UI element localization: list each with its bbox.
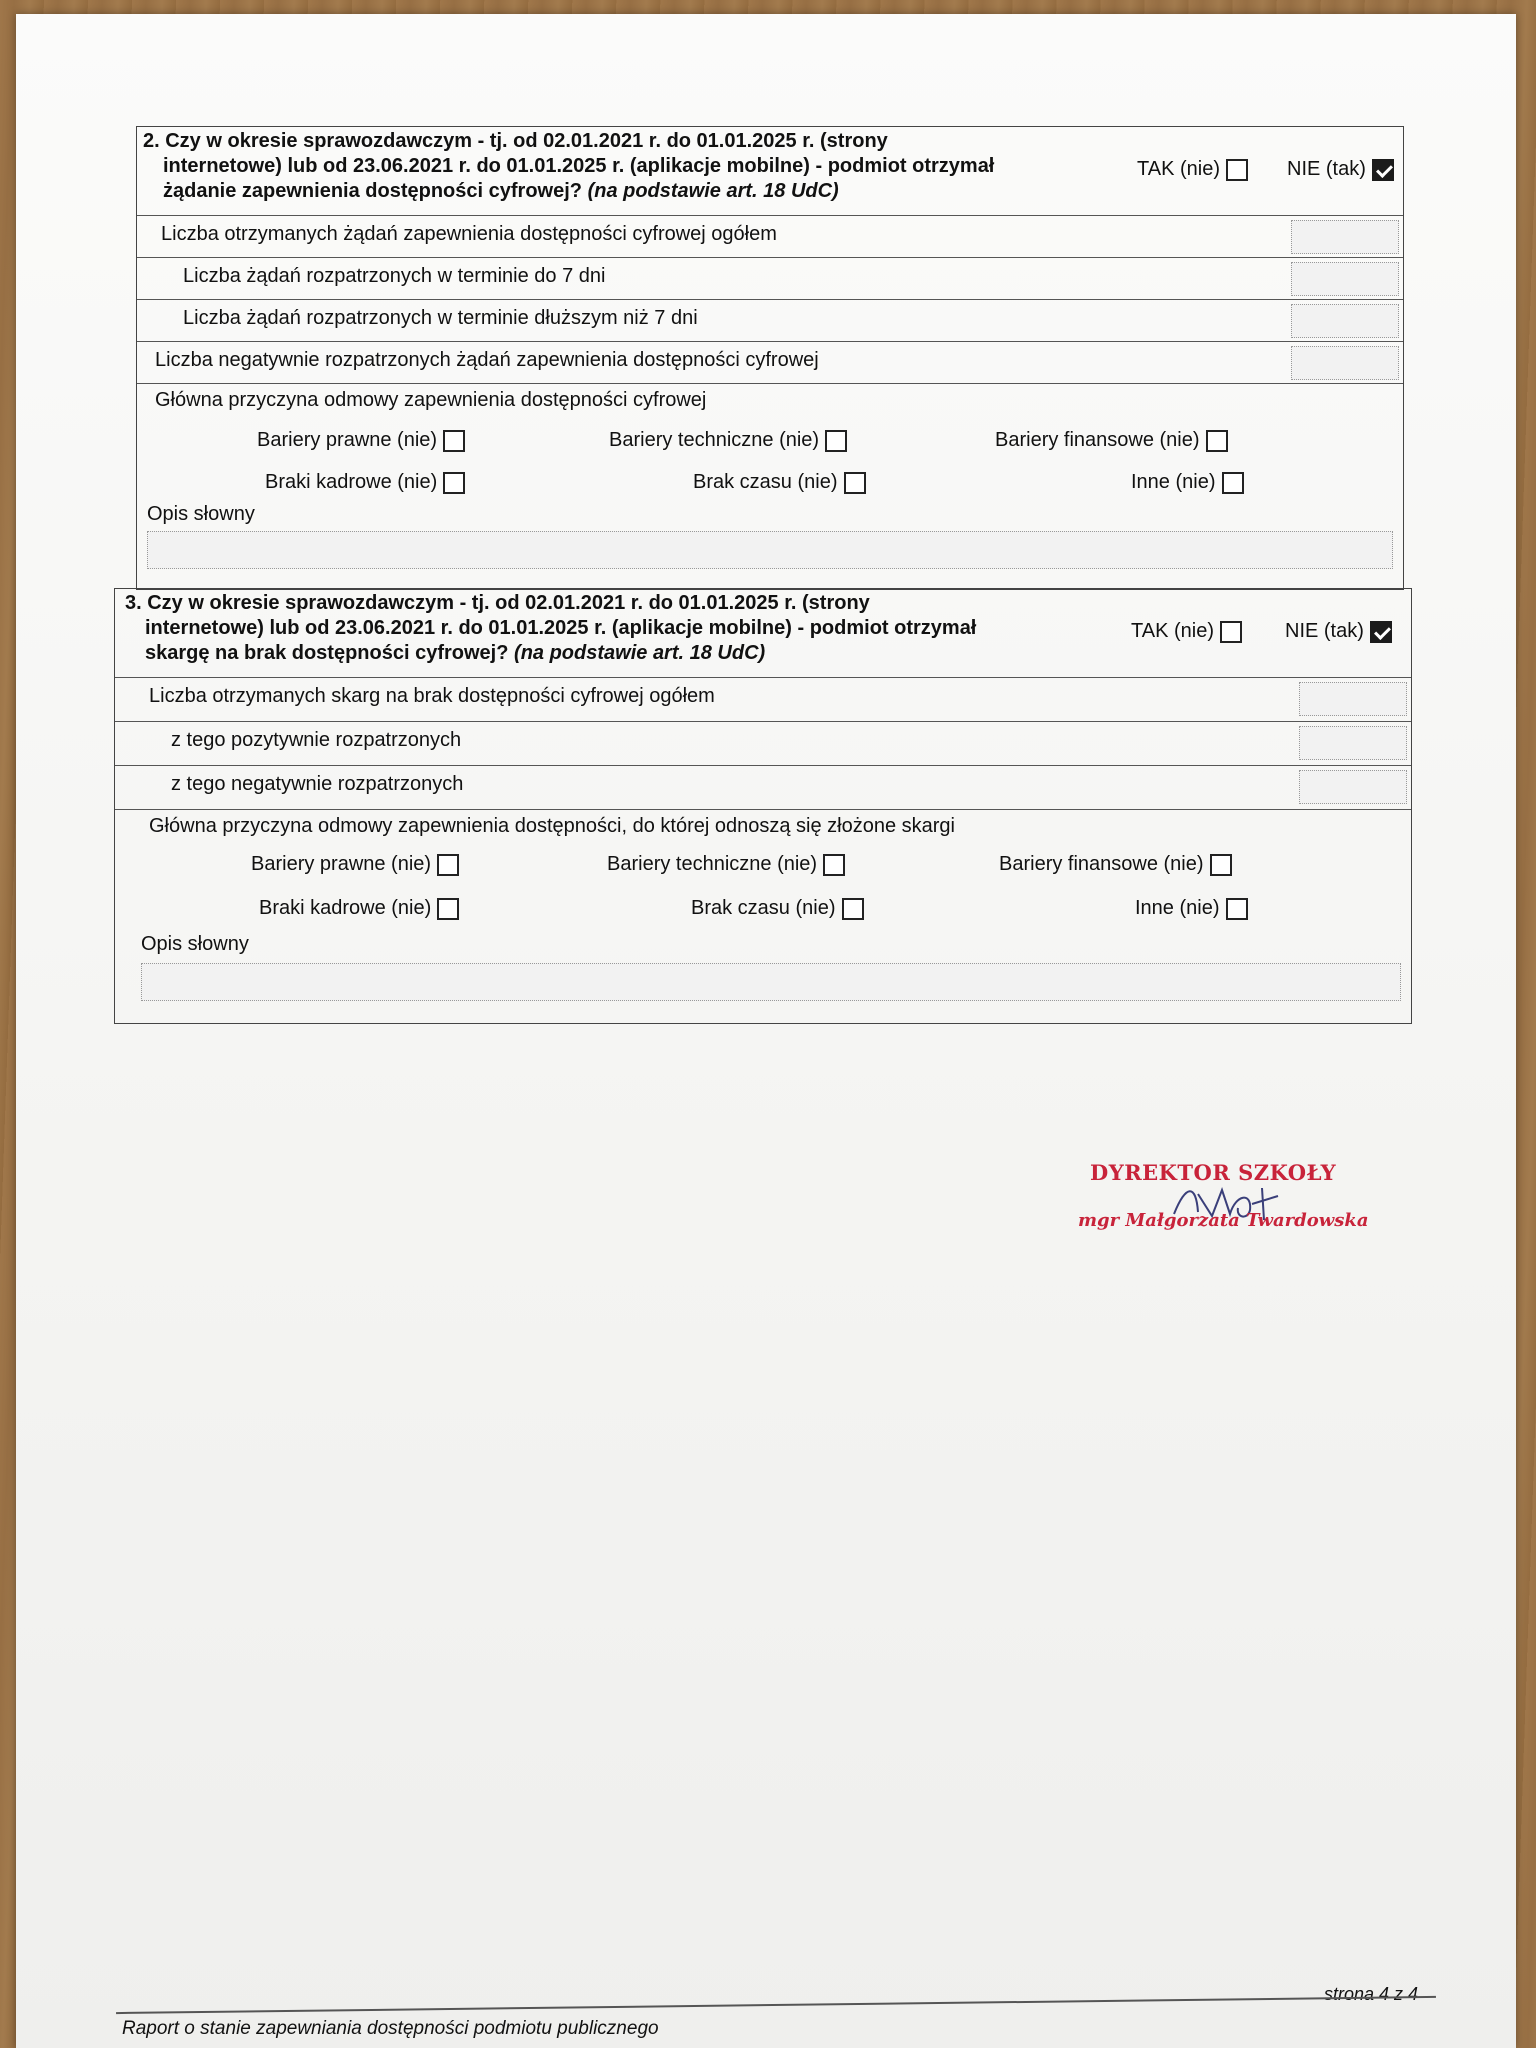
nie-label: NIE (tak): [1285, 620, 1364, 642]
option-label: Bariery prawne (nie): [251, 853, 432, 875]
checkbox[interactable]: [443, 472, 465, 494]
option-label: Bariery techniczne (nie): [609, 429, 820, 451]
q3-row-total: [115, 677, 1411, 722]
row-label: Liczba otrzymanych żądań zapewnienia dostępności cyfrowej ogółem: [161, 223, 777, 245]
tak-label: TAK (nie): [1137, 158, 1220, 180]
row-label: z tego negatywnie rozpatrzonych: [171, 773, 464, 795]
tak-checkbox[interactable]: [1220, 621, 1242, 643]
q3-option-financial[interactable]: [999, 853, 1232, 876]
row-label: Liczba żądań rozpatrzonych w terminie dłuższym niż 7 dni: [183, 307, 698, 329]
q2-negative-input[interactable]: [1291, 346, 1399, 380]
q2-option-technical[interactable]: [609, 429, 847, 452]
checkbox[interactable]: [443, 430, 465, 452]
checkbox[interactable]: [1206, 430, 1228, 452]
option-label: Bariery prawne (nie): [257, 429, 438, 451]
question-3-line1: 3. Czy w okresie sprawozdawczym - tj. od 02.01.2021 r. do 01.01.2025 r. (strony: [125, 592, 870, 614]
q3-negative-input[interactable]: [1299, 770, 1407, 804]
q3-option-technical[interactable]: [607, 853, 845, 876]
question-3-section: [114, 588, 1412, 1024]
document-page: [16, 14, 1516, 2048]
checkbox[interactable]: [842, 898, 864, 920]
q2-option-legal[interactable]: [257, 429, 465, 452]
option-label: Bariery finansowe (nie): [999, 853, 1204, 875]
footer-divider: [116, 1996, 1436, 2014]
q2-option-time[interactable]: [693, 471, 866, 494]
q3-option-other[interactable]: [1135, 897, 1248, 920]
question-2-tak-option[interactable]: [1137, 157, 1248, 182]
q2-7days-input[interactable]: [1291, 262, 1399, 296]
q2-option-other[interactable]: [1131, 471, 1244, 494]
q2-opis-input[interactable]: [147, 531, 1393, 569]
row-label: Liczba negatywnie rozpatrzonych żądań zapewnienia dostępności cyfrowej: [155, 349, 819, 371]
tak-checkbox[interactable]: [1226, 159, 1248, 181]
q2-over7days-input[interactable]: [1291, 304, 1399, 338]
q3-row-positive: [115, 721, 1411, 766]
question-3-line3: skargę na brak dostępności cyfrowej?: [145, 642, 509, 664]
reason-title: Główna przyczyna odmowy zapewnienia dostępności cyfrowej: [155, 389, 707, 411]
checkbox[interactable]: [825, 430, 847, 452]
tak-label: TAK (nie): [1131, 620, 1214, 642]
checkbox[interactable]: [1222, 472, 1244, 494]
row-label: z tego pozytywnie rozpatrzonych: [171, 729, 462, 751]
question-3-nie-option[interactable]: [1285, 619, 1392, 644]
q3-option-staff[interactable]: [259, 897, 459, 920]
option-label: Brak czasu (nie): [693, 471, 838, 493]
page-number: strona 4 z 4: [1324, 1984, 1419, 2004]
reason-title: Główna przyczyna odmowy zapewnienia dostępności, do której odnoszą się złożone skargi: [149, 815, 955, 837]
question-2-section: [136, 126, 1404, 590]
q3-row-negative: [115, 765, 1411, 810]
question-2-line3: żądanie zapewnienia dostępności cyfrowej?: [163, 180, 582, 202]
question-2-line1: 2. Czy w okresie sprawozdawczym - tj. od 02.01.2021 r. do 01.01.2025 r. (strony: [143, 130, 888, 152]
q3-option-time[interactable]: [691, 897, 864, 920]
q2-row-7days: [137, 257, 1403, 300]
q3-opis-input[interactable]: [141, 963, 1401, 1001]
row-label: Liczba żądań rozpatrzonych w terminie do 7 dni: [183, 265, 606, 287]
q2-row-negative: [137, 341, 1403, 384]
checkbox[interactable]: [437, 854, 459, 876]
opis-label: Opis słowny: [147, 503, 255, 525]
option-label: Bariery finansowe (nie): [995, 429, 1200, 451]
question-3-header: [115, 589, 1411, 678]
option-label: Bariery techniczne (nie): [607, 853, 818, 875]
option-label: Brak czasu (nie): [691, 897, 836, 919]
checkbox[interactable]: [844, 472, 866, 494]
question-3-tak-option[interactable]: [1131, 619, 1242, 644]
question-3-line2: internetowe) lub od 23.06.2021 r. do 01.01.2025 r. (aplikacje mobilne) - podmiot otrzymał: [145, 617, 977, 639]
checkbox[interactable]: [1226, 898, 1248, 920]
opis-label: Opis słowny: [141, 933, 249, 955]
q2-option-staff[interactable]: [265, 471, 465, 494]
question-3-basis: (na podstawie art. 18 UdC): [514, 642, 766, 664]
question-2-line2: internetowe) lub od 23.06.2021 r. do 01.01.2025 r. (aplikacje mobilne) - podmiot otrzymał: [163, 155, 995, 177]
checkbox[interactable]: [1210, 854, 1232, 876]
checkbox[interactable]: [823, 854, 845, 876]
question-2-header: [137, 127, 1403, 216]
q2-row-total: [137, 215, 1403, 258]
q2-reason-block: [137, 383, 1403, 589]
option-label: Inne (nie): [1135, 897, 1220, 919]
q3-option-legal[interactable]: [251, 853, 459, 876]
stamp-name: mgr Małgorzata Twardowska: [1078, 1210, 1369, 1231]
q3-positive-input[interactable]: [1299, 726, 1407, 760]
row-label: Liczba otrzymanych skarg na brak dostępności cyfrowej ogółem: [149, 685, 715, 707]
q3-reason-block: [115, 809, 1411, 1023]
question-2-basis: (na podstawie art. 18 UdC): [587, 180, 839, 202]
stamp-title: DYREKTOR SZKOŁY: [1090, 1160, 1337, 1185]
nie-label: NIE (tak): [1287, 158, 1366, 180]
option-label: Braki kadrowe (nie): [265, 471, 438, 493]
checkbox[interactable]: [437, 898, 459, 920]
q2-option-financial[interactable]: [995, 429, 1228, 452]
report-title-footer: Raport o stanie zapewniania dostępności podmiotu publicznego: [122, 2018, 659, 2039]
nie-checkbox-checked[interactable]: [1370, 621, 1392, 643]
q2-row-over7days: [137, 299, 1403, 342]
question-2-nie-option[interactable]: [1287, 157, 1394, 182]
option-label: Inne (nie): [1131, 471, 1216, 493]
q2-total-input[interactable]: [1291, 220, 1399, 254]
nie-checkbox-checked[interactable]: [1372, 159, 1394, 181]
q3-total-input[interactable]: [1299, 682, 1407, 716]
option-label: Braki kadrowe (nie): [259, 897, 432, 919]
